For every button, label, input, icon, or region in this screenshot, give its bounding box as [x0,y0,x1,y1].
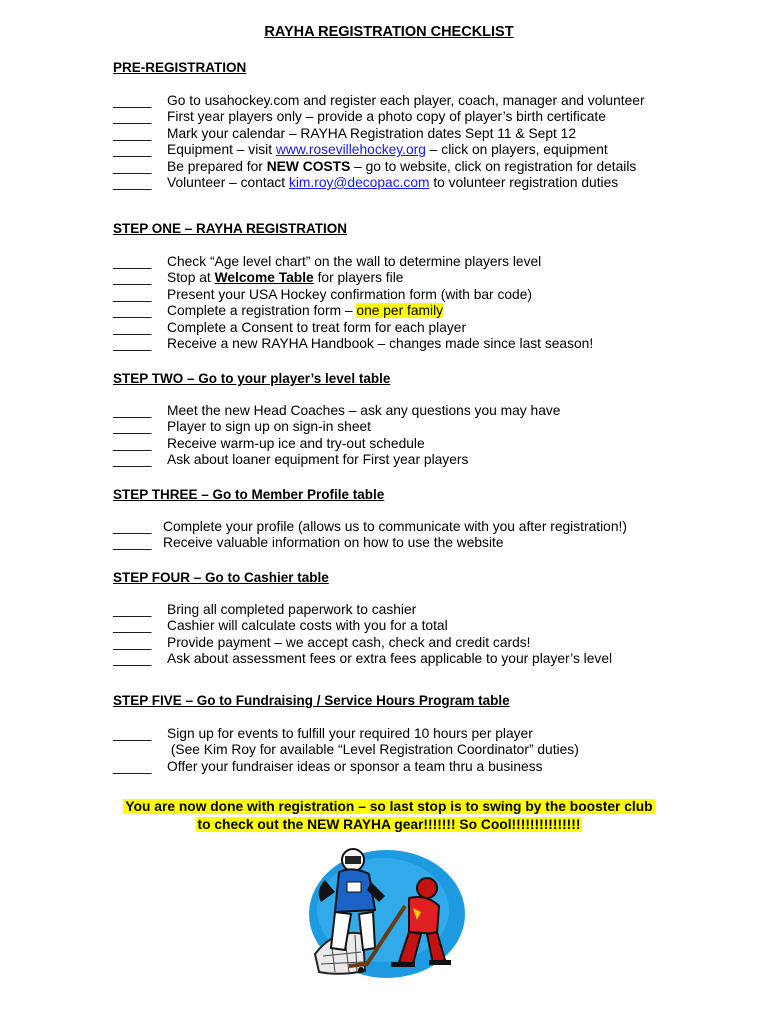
pre-registration-heading: PRE-REGISTRATION [113,60,247,75]
bold-text: Welcome Table [214,270,314,286]
item-text: Provide payment – we accept cash, check and credit cards! [167,634,531,650]
blank-spacer [113,742,167,758]
checkbox-blank: _____ [113,435,152,451]
rosevillehockey-link[interactable]: www.rosevillehockey.org [275,142,426,158]
item-text: Sign up for events to fulfill your required 10 hours per player [167,726,533,741]
step-one-heading: STEP ONE – RAYHA REGISTRATION [113,221,348,236]
item-text: Go to usahockey.com and register each player, coach, manager and volunteer [167,93,645,108]
list-item [113,519,627,535]
list-item [113,651,612,667]
checkbox-blank: _____ [113,335,152,351]
checkbox-blank: _____ [113,602,152,617]
list-item [113,726,579,742]
checkbox-blank: _____ [113,93,152,108]
list-item [113,93,645,109]
step-four-list [113,602,612,668]
bold-text: NEW COSTS [266,158,351,174]
item-text: Check “Age level chart” on the wall to determine players level [167,254,542,269]
hockey-players-clipart-icon [305,836,465,991]
item-text [167,303,443,319]
list-item [113,109,645,125]
item-text: Present your USA Hockey confirmation form (with bar code) [167,286,532,302]
list-item [113,287,593,303]
item-text: Receive valuable information on how to use the website [163,535,504,551]
step-five-list [113,726,579,775]
item-subtext: (See Kim Roy for available “Level Registration Coordinator” duties) [167,742,579,758]
final-message-line-2: to check out the NEW RAYHA gear!!!!!!! So Cool!!!!!!!!!!!!!!! [197,816,581,832]
item-text: Offer your fundraiser ideas or sponsor a team thru a business [167,758,543,774]
step-four-heading: STEP FOUR – Go to Cashier table [113,570,329,585]
list-item [113,336,593,352]
checkbox-blank: _____ [113,419,152,435]
list-item [113,759,579,775]
text-fragment: for players file [313,270,404,286]
list-item [113,436,560,452]
checkbox-blank: _____ [113,535,152,551]
item-text: Complete a Consent to treat form for each player [167,319,467,335]
item-text [167,270,403,286]
checkbox-blank: _____ [113,634,152,650]
checkbox-blank: _____ [113,270,152,286]
text-fragment: to volunteer registration duties [429,174,619,190]
list-item [113,126,645,142]
item-text [167,159,636,175]
step-one-list [113,254,593,352]
email-link[interactable]: kim.roy@decopac.com [288,174,430,190]
checkbox-blank: _____ [113,618,152,634]
list-item [113,535,627,551]
list-item [113,403,560,419]
item-text: Player to sign up on sign-in sheet [167,419,372,435]
list-item [113,419,560,435]
item-text: Receive a new RAYHA Handbook – changes made since last season! [167,335,594,351]
item-text: Bring all completed paperwork to cashier [167,602,417,617]
list-item [113,635,612,651]
item-text: Ask about assessment fees or extra fees applicable to your player’s level [167,651,613,667]
checkbox-blank: _____ [113,174,152,190]
list-item [113,618,612,634]
step-two-heading: STEP TWO – Go to your player’s level table [113,371,391,386]
checkbox-blank: _____ [113,254,152,269]
pre-registration-list [113,93,645,191]
text-fragment: Stop at [167,270,215,286]
checkbox-blank: _____ [113,452,152,468]
item-text: First year players only – provide a photo copy of player’s birth certificate [167,109,606,125]
checkbox-blank: _____ [113,158,152,174]
list-item [113,320,593,336]
text-fragment: Volunteer – contact [167,174,289,190]
list-item [113,175,645,191]
list-item [113,303,593,319]
step-two-list [113,403,560,469]
text-fragment: Complete a registration form – [167,303,357,319]
list-item [113,159,645,175]
checkbox-blank: _____ [113,403,152,418]
item-text [167,175,618,191]
checkbox-blank: _____ [113,286,152,302]
list-item [113,452,560,468]
item-text: Complete your profile (allows us to communicate with you after registration!) [163,519,627,534]
item-text: Mark your calendar – RAYHA Registration dates Sept 11 & Sept 12 [167,125,577,141]
page-title: RAYHA REGISTRATION CHECKLIST [264,24,514,40]
step-three-heading: STEP THREE – Go to Member Profile table [113,487,385,502]
text-fragment: Be prepared for [167,158,267,174]
text-fragment: Equipment – visit [167,142,276,158]
checkbox-blank: _____ [113,758,152,774]
checkbox-blank: _____ [113,142,152,158]
step-five-heading: STEP FIVE – Go to Fundraising / Service Hours Program table [113,693,510,708]
item-text [167,142,608,158]
list-item [113,742,579,758]
item-text: Meet the new Head Coaches – ask any questions you may have [167,403,561,418]
checkbox-blank: _____ [113,303,152,319]
final-message [0,798,770,833]
checkbox-blank: _____ [113,125,152,141]
item-text: Cashier will calculate costs with you for a total [167,618,448,634]
highlighted-text: one per family [356,303,444,319]
checkbox-blank: _____ [113,651,152,667]
list-item [113,142,645,158]
item-text: Ask about loaner equipment for First year players [167,452,469,468]
checkbox-blank: _____ [113,319,152,335]
checkbox-blank: _____ [113,519,152,534]
list-item [113,270,593,286]
text-fragment: – go to website, click on registration for details [350,158,637,174]
checkbox-blank: _____ [113,726,152,741]
final-message-line-1: You are now done with registration – so last stop is to swing by the booster club [125,799,653,814]
list-item [113,602,612,618]
step-three-list [113,519,627,552]
checkbox-blank: _____ [113,109,152,125]
item-text: Receive warm-up ice and try-out schedule [167,435,425,451]
list-item [113,254,593,270]
text-fragment: – click on players, equipment [425,142,608,158]
